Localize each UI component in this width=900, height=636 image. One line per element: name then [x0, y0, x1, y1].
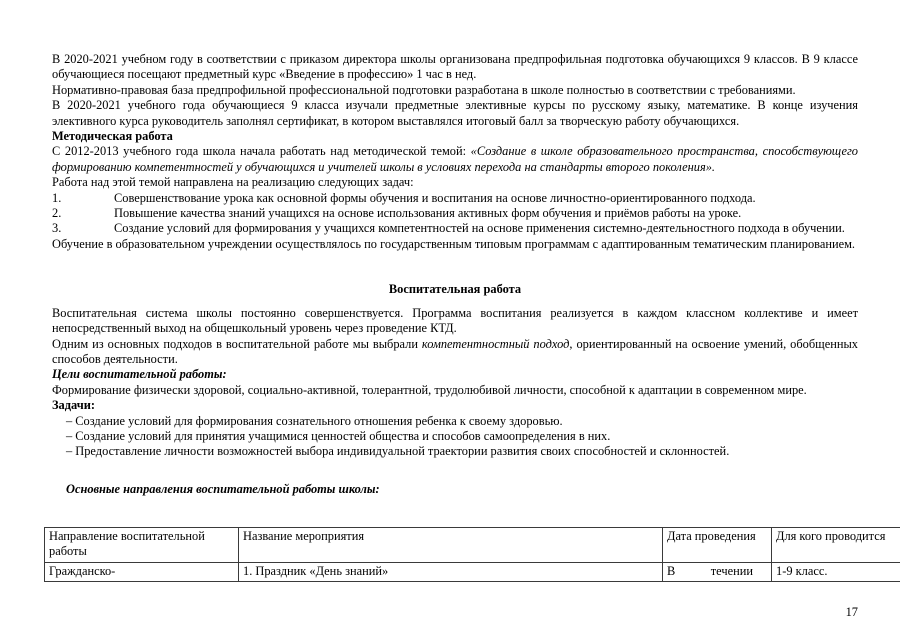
- list-item: [52, 221, 858, 236]
- methodical-theme-lead: С 2012-2013 учебного года школа начала работать над методической темой:: [52, 144, 471, 159]
- table-header-audience: Для кого проводится: [772, 528, 900, 562]
- list-item-text: Повышение качества знаний учащихся на основе использования активных форм обучения и приёмов работы на уроке.: [114, 206, 742, 221]
- table-cell-event-name: 1. Праздник «День знаний»: [239, 562, 663, 581]
- paragraph-tasks-lead: Работа над этой темой направлена на реализацию следующих задач:: [52, 175, 414, 190]
- list-item-text: Создание условий для формирования у учащихся компетентностей на основе применения системно-деятельностного подхода в обучении.: [114, 221, 845, 236]
- paragraph-elective-courses: В 2020-2021 учебного года обучающиеся 9 класса изучали предметные элективные курсы по русскому языку, математике. В конце изучения элективного курса руководитель заполнял сертификат, в котором выставлялся итоговый балл за творческую работу обучающихся.: [52, 98, 858, 128]
- heading-objectives: Задачи:: [52, 398, 95, 413]
- table-header-event-name: Название мероприятия: [239, 528, 663, 562]
- table-cell-date: [663, 562, 772, 581]
- paragraph-upbringing-system: Воспитательная система школы постоянно совершенствуется. Программа воспитания реализуется в каждом классном коллективе и имеет непосредственный выход на общешкольный уровень через проведение КТД.: [52, 305, 858, 336]
- list-item-number: 1.: [52, 190, 62, 205]
- methodical-theme-title: «Создание в школе образовательного пространства, способствующего формированию компетентностей у обучающихся и учителей школы в условиях перехода на стандарты второго поколения».: [52, 144, 858, 174]
- list-item-text: Совершенствование урока как основной формы обучения и воспитания на основе личностно-ориентированного подхода.: [114, 190, 756, 205]
- objective-item-1: – Создание условий для формирования сознательного отношения ребенка к своему здоровью.: [66, 413, 563, 428]
- table-header-date: Дата проведения: [663, 528, 772, 562]
- heading-methodical-work: Методическая работа: [52, 129, 173, 144]
- paragraph-prevocational-training: В 2020-2021 учебном году в соответствии с приказом директора школы организована предпрофильная подготовка обучающихся 9 классов. В 9 классе обучающиеся посещают предметный курс «Введение в профессию» 1 час в нед.: [52, 52, 858, 82]
- objective-item-2: – Создание условий для принятия учащимися ценностей общества и способов самоопределения в них.: [66, 428, 611, 443]
- section-spacer: [52, 252, 858, 282]
- table-cell-date-inner: [667, 564, 753, 579]
- list-item: [52, 206, 858, 221]
- table-header-direction: Направление воспитательной работы: [45, 528, 239, 562]
- table-row: [45, 562, 900, 581]
- list-item-number: 2.: [52, 206, 62, 221]
- competence-approach-term: компетентностный подход: [421, 336, 570, 351]
- paragraph-upbringing-goals-text: Формирование физически здоровой, социально-активной, толерантной, трудолюбивой личности, способной к адаптации в современном мире.: [52, 382, 807, 397]
- paragraph-competence-approach: [52, 337, 858, 368]
- paragraph-methodical-theme: [52, 144, 858, 175]
- table-cell-audience: 1-9 класс.: [772, 562, 900, 581]
- paragraph-legal-basis: Нормативно-правовая база предпрофильной профессиональной подготовки разработана в школе полностью в соответствии с требованиями.: [52, 82, 796, 97]
- directions-table: [44, 527, 900, 582]
- section-spacer: [52, 460, 858, 482]
- heading-upbringing-goals: Цели воспитательной работы:: [52, 367, 227, 382]
- competence-approach-after: , ориентированный на освоение умений, обобщенных способов деятельности.: [52, 336, 858, 366]
- heading-spacer: [52, 298, 858, 306]
- page-number: 17: [845, 605, 858, 619]
- paragraph-methodical-closing: Обучение в образовательном учреждении осуществлялось по государственным типовым программам с адаптированным тематическим планированием.: [52, 236, 856, 251]
- objective-item-3: – Предоставление личности возможностей выбора индивидуальной траектории развития своих способностей и склонностей.: [66, 444, 730, 459]
- table-cell-date-part2: течении: [710, 563, 753, 578]
- list-item: [52, 191, 858, 206]
- list-item-number: 3.: [52, 221, 62, 236]
- table-cell-direction: Гражданско-: [45, 562, 239, 581]
- table-cell-date-part1: В: [667, 563, 676, 578]
- methodical-tasks-list: [52, 191, 858, 237]
- heading-upbringing-work: Воспитательная работа: [388, 282, 522, 297]
- heading-main-directions: Основные направления воспитательной работы школы:: [66, 481, 380, 496]
- competence-approach-before: Одним из основных подходов в воспитательной работе мы выбрали: [52, 336, 422, 351]
- table-header-row: [45, 528, 900, 562]
- document-body: [49, 52, 886, 582]
- table-spacer: [52, 497, 858, 527]
